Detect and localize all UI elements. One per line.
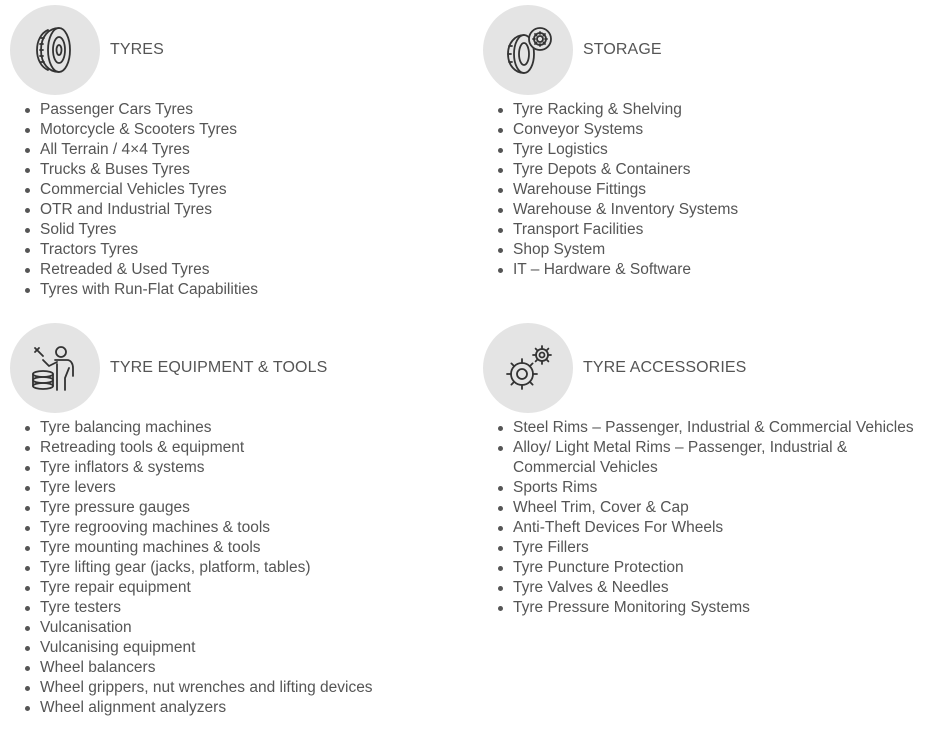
- list-item: Tyre Pressure Monitoring Systems: [513, 598, 933, 618]
- section-header: [483, 5, 933, 95]
- section-header: [10, 5, 460, 95]
- list-item: Solid Tyres: [40, 220, 460, 240]
- mechanic-icon: [10, 323, 100, 413]
- section-storage: [483, 5, 933, 280]
- list-item: Tyre Racking & Shelving: [513, 100, 933, 120]
- section-header: [483, 323, 933, 413]
- list-item: Tyre pressure gauges: [40, 498, 460, 518]
- tools-list: [10, 418, 460, 718]
- list-item: Alloy/ Light Metal Rims – Passenger, Industrial & Commercial Vehicles: [513, 438, 933, 478]
- list-item: Anti-Theft Devices For Wheels: [513, 518, 933, 538]
- list-item: Passenger Cars Tyres: [40, 100, 460, 120]
- list-item: OTR and Industrial Tyres: [40, 200, 460, 220]
- list-item: Tyre repair equipment: [40, 578, 460, 598]
- list-item: Tyre Depots & Containers: [513, 160, 933, 180]
- list-item: Warehouse Fittings: [513, 180, 933, 200]
- list-item: Wheel balancers: [40, 658, 460, 678]
- list-item: IT – Hardware & Software: [513, 260, 933, 280]
- list-item: Retreaded & Used Tyres: [40, 260, 460, 280]
- list-item: Vulcanising equipment: [40, 638, 460, 658]
- gears-icon: [483, 323, 573, 413]
- list-item: Tyre balancing machines: [40, 418, 460, 438]
- list-item: Trucks & Buses Tyres: [40, 160, 460, 180]
- list-item: Vulcanisation: [40, 618, 460, 638]
- list-item: Tyre levers: [40, 478, 460, 498]
- list-item: Tyre Logistics: [513, 140, 933, 160]
- list-item: Warehouse & Inventory Systems: [513, 200, 933, 220]
- section-accessories: [483, 323, 933, 618]
- list-item: All Terrain / 4×4 Tyres: [40, 140, 460, 160]
- list-item: Tyre lifting gear (jacks, platform, tables): [40, 558, 460, 578]
- list-item: Tyre Valves & Needles: [513, 578, 933, 598]
- list-item: Tyre inflators & systems: [40, 458, 460, 478]
- list-item: Transport Facilities: [513, 220, 933, 240]
- list-item: Shop System: [513, 240, 933, 260]
- section-title: TYRE EQUIPMENT & TOOLS: [110, 359, 328, 376]
- list-item: Wheel Trim, Cover & Cap: [513, 498, 933, 518]
- list-item: Retreading tools & equipment: [40, 438, 460, 458]
- list-item: Conveyor Systems: [513, 120, 933, 140]
- section-title: TYRES: [110, 41, 164, 58]
- section-header: [10, 323, 460, 413]
- list-item: Tractors Tyres: [40, 240, 460, 260]
- list-item: Tyres with Run-Flat Capabilities: [40, 280, 460, 300]
- list-item: Sports Rims: [513, 478, 933, 498]
- list-item: Tyre Fillers: [513, 538, 933, 558]
- list-item: Commercial Vehicles Tyres: [40, 180, 460, 200]
- section-tyres: [10, 5, 460, 300]
- storage-list: [483, 100, 933, 280]
- tyre-gear-icon: [483, 5, 573, 95]
- accessories-list: [483, 418, 933, 618]
- list-item: Steel Rims – Passenger, Industrial & Commercial Vehicles: [513, 418, 933, 438]
- list-item: Wheel alignment analyzers: [40, 698, 460, 718]
- section-title: STORAGE: [583, 41, 662, 58]
- tyre-icon: [10, 5, 100, 95]
- tyres-list: [10, 100, 460, 300]
- list-item: Motorcycle & Scooters Tyres: [40, 120, 460, 140]
- section-title: TYRE ACCESSORIES: [583, 359, 747, 376]
- list-item: Tyre Puncture Protection: [513, 558, 933, 578]
- list-item: Tyre regrooving machines & tools: [40, 518, 460, 538]
- section-tools: [10, 323, 460, 718]
- list-item: Tyre testers: [40, 598, 460, 618]
- list-item: Tyre mounting machines & tools: [40, 538, 460, 558]
- list-item: Wheel grippers, nut wrenches and lifting devices: [40, 678, 460, 698]
